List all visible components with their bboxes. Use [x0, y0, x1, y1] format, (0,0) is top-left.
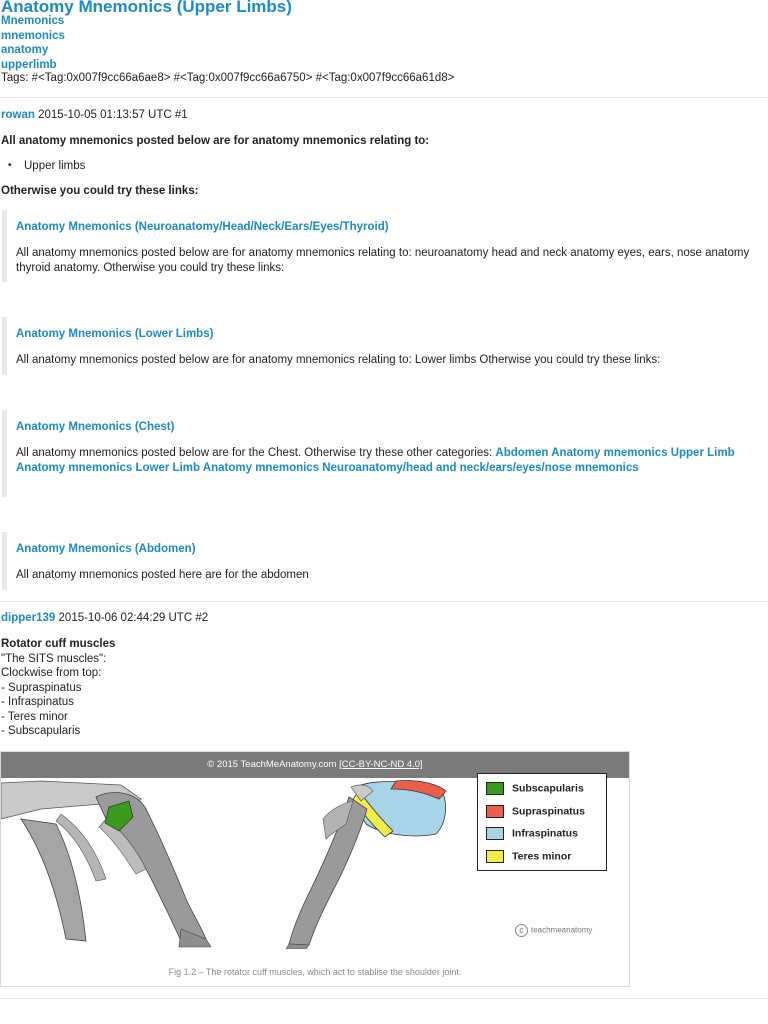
text-line: - Supraspinatus	[1, 681, 82, 694]
text-line: Clockwise from top:	[1, 667, 102, 679]
onebox-neuroanatomy	[2, 210, 768, 282]
figure-caption: Fig 1.2 – The rotator cuff muscles, which act to stablise the shoulder joint.	[168, 967, 462, 977]
post-2-body	[1, 637, 115, 739]
text-line: "The SITS muscles":	[1, 652, 107, 665]
divider	[0, 998, 768, 999]
legend-swatch	[486, 805, 504, 818]
category-link[interactable]: Mnemonics	[1, 15, 65, 27]
divider	[0, 601, 768, 602]
legend-swatch	[486, 827, 504, 840]
onebox-abdomen	[2, 532, 768, 590]
legend-swatch	[486, 850, 504, 863]
bullet-list	[8, 160, 85, 172]
post-1-otherwise: Otherwise you could try these links:	[1, 185, 199, 197]
legend-label: Infraspinatus	[512, 827, 578, 840]
text-line: - Subscapularis	[1, 725, 81, 737]
onebox-body-text: All anatomy mnemonics posted below are for the Chest. Otherwise try these other categories:	[16, 447, 496, 459]
post-2-meta	[1, 612, 208, 624]
legend-item-subscapularis	[486, 782, 584, 796]
watermark-text: teachmeanatomy	[531, 925, 593, 935]
posterior-shoulder-illustration	[286, 780, 446, 949]
post-2-timestamp: 2015-10-06 02:44:29 UTC #2	[55, 612, 209, 624]
legend-item-infraspinatus	[486, 827, 578, 841]
onebox-title-link[interactable]: Anatomy Mnemonics (Neuroanatomy/Head/Neck/Ears/Eyes/Thyroid)	[16, 221, 389, 233]
legend-label: Subscapularis	[512, 782, 584, 795]
onebox-body: All anatomy mnemonics posted below are for anatomy mnemonics relating to: Lower limbs Otherwise you could try these links:	[16, 354, 661, 366]
post-1-timestamp: 2015-10-05 01:13:57 UTC #1	[34, 109, 188, 121]
tags-line: Tags: #<Tag:0x007f9cc66a6ae8> #<Tag:0x007f9cc66a6750> #<Tag:0x007f9cc66a61d8>	[1, 72, 455, 84]
onebox-title-link[interactable]: Anatomy Mnemonics (Chest)	[16, 421, 175, 433]
category-link[interactable]: anatomy	[1, 44, 49, 56]
divider	[0, 97, 768, 98]
post-2-heading: Rotator cuff muscles	[1, 638, 116, 650]
post-1-username[interactable]: rowan	[1, 109, 35, 121]
license-link[interactable]: [CC-BY-NC-ND 4.0]	[339, 759, 423, 770]
onebox-title-link[interactable]: Anatomy Mnemonics (Abdomen)	[16, 543, 196, 555]
legend-item-supraspinatus	[486, 805, 585, 819]
figure-copyright: © 2015 TeachMeAnatomy.com	[207, 759, 340, 770]
copyright-icon: c	[515, 924, 528, 937]
onebox-body	[16, 446, 768, 476]
legend-label: Teres minor	[512, 850, 572, 863]
text-line: - Infraspinatus	[1, 696, 74, 708]
rotator-cuff-figure	[0, 751, 630, 987]
onebox-title-link[interactable]: Anatomy Mnemonics (Lower Limbs)	[16, 328, 214, 340]
category-link[interactable]: upperlimb	[1, 58, 57, 71]
onebox-body: All anatomy mnemonics posted below are for anatomy mnemonics relating to: neuroanatomy head and neck anatomy eyes, ears, nose anatomy thyroid anatomy. Otherwise you could try these links:	[16, 247, 750, 274]
page-title[interactable]: Anatomy Mnemonics (Upper Limbs)	[1, 0, 292, 16]
onebox-category-links[interactable]: Abdomen Anatomy mnemonics Upper Limb Anatomy mnemonics Lower Limb Anatomy mnemonics Neuroanatomy/head and neck/ears/eyes/nose mnemonics	[16, 447, 735, 474]
post-2-username[interactable]: dipper139	[1, 612, 56, 624]
watermark	[515, 924, 592, 937]
anterior-arm-illustration	[1, 781, 211, 947]
onebox-lower-limbs	[2, 317, 768, 375]
legend-item-teres-minor	[486, 850, 571, 864]
onebox-body: All anatomy mnemonics posted here are for the abdomen	[16, 569, 309, 581]
legend-swatch	[486, 782, 504, 795]
category-list	[1, 14, 65, 72]
post-1-meta	[1, 109, 188, 121]
arm-illustration	[1, 779, 471, 949]
legend-label: Supraspinatus	[512, 805, 585, 818]
text-line: - Teres minor	[1, 710, 68, 723]
onebox-chest	[2, 410, 768, 497]
category-link[interactable]: mnemonics	[1, 29, 65, 42]
figure-legend	[477, 773, 607, 871]
list-item: • Upper limbs	[8, 160, 85, 172]
post-1-intro: All anatomy mnemonics posted below are for anatomy mnemonics relating to:	[1, 135, 430, 147]
